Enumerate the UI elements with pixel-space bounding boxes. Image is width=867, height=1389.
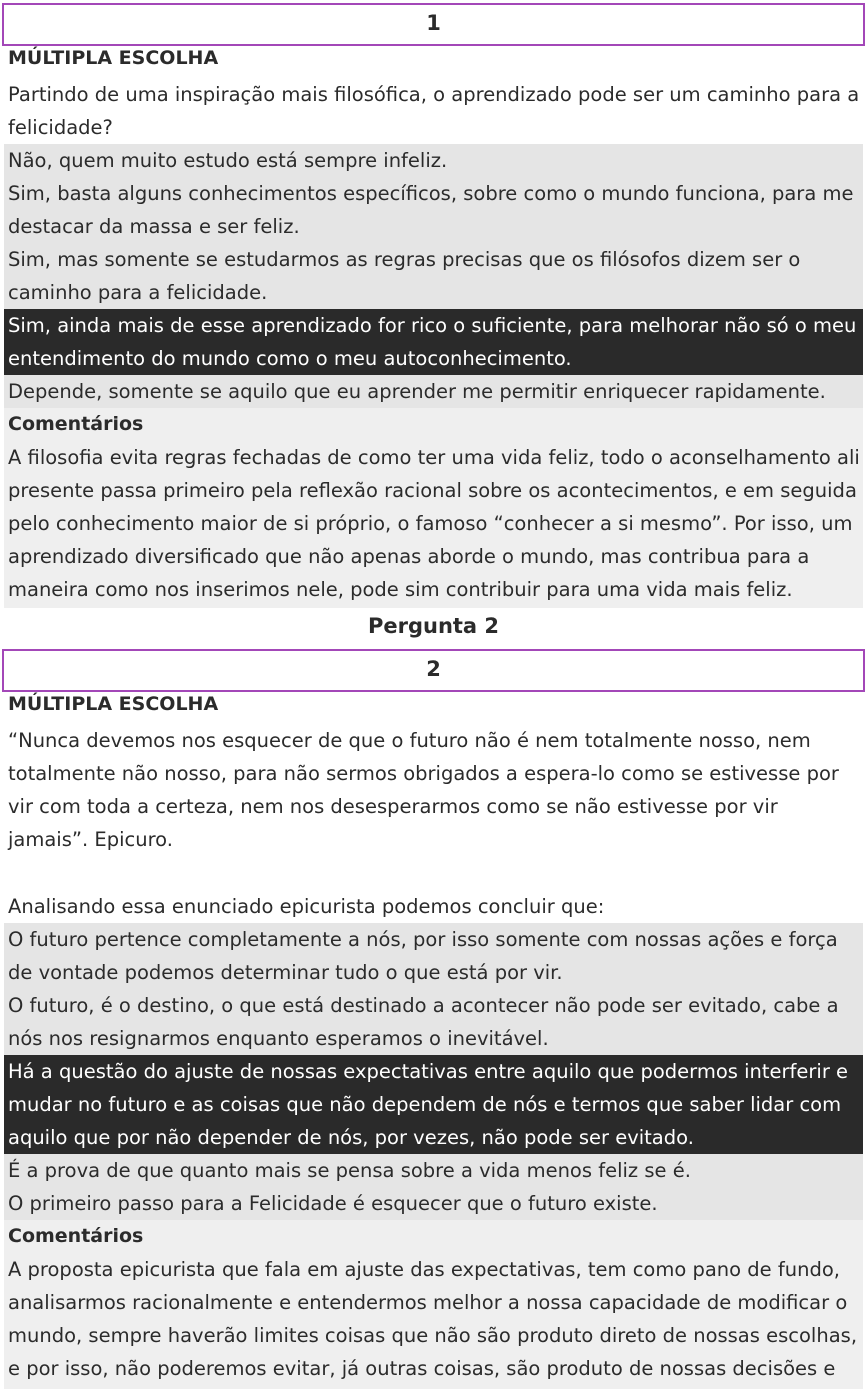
answer-option-5[interactable]: O primeiro passo para a Felicidade é esquecer que o futuro existe. [4,1187,863,1220]
answer-option-2[interactable]: O futuro, é o destino, o que está destinado a acontecer não pode ser evitado, cabe a nós nos resignarmos enquanto esperamos o inevitável. [4,989,863,1055]
answer-option-1[interactable]: O futuro pertence completamente a nós, por isso somente com nossas ações e força de vontade podemos determinar tudo o que está por vir. [4,923,863,989]
comments-section [4,1220,863,1389]
comments-label: Comentários [8,413,144,435]
comments-label: Comentários [8,1225,144,1247]
question-type-label: MÚLTIPLA ESCOLHA [8,47,219,69]
answer-option-4[interactable]: É a prova de que quanto mais se pensa sobre a vida menos feliz se é. [4,1154,863,1187]
answer-option-4-selected[interactable]: Sim, ainda mais de esse aprendizado for rico o suficiente, para melhorar não só o meu entendimento do mundo como o meu autoconhecimento. [4,309,863,375]
question-prompt: Analisando essa enunciado epicurista podemos concluir que: [8,895,605,918]
question-type-label: MÚLTIPLA ESCOLHA [8,693,219,715]
question-title: Pergunta 2 [367,614,500,638]
question-quote: “Nunca devemos nos esquecer de que o futuro não é nem totalmente nosso, nem totalmente não nosso, para não sermos obrigados a espera-lo como se estivesse por vir com toda a certeza, nem nos desesperarmos como se não estivesse por vir jamais”. Epicuro. [8,729,839,851]
question-text: Partindo de uma inspiração mais filosófica, o aprendizado pode ser um caminho para a felicidade? [8,83,860,139]
answer-option-5[interactable]: Depende, somente se aquilo que eu aprender me permitir enriquecer rapidamente. [4,375,863,408]
question-number-box: 1 [2,3,865,46]
answer-option-3-selected[interactable]: Há a questão do ajuste de nossas expectativas entre aquilo que podermos interferir e mudar no futuro e as coisas que não dependem de nós e termos que saber lidar com aquilo que por não depender de nós, por vezes, não pode ser evitado. [4,1055,863,1154]
answer-option-3[interactable]: Sim, mas somente se estudarmos as regras precisas que os filósofos dizem ser o caminho para a felicidade. [4,243,863,309]
comment-text: A proposta epicurista que fala em ajuste das expectativas, tem como pano de fundo, analisarmos racionalmente e entendermos melhor a nossa capacidade de modificar o mundo, sempre haverão limites coisas que não são produto direto de nossas escolhas, e por isso, não poderemos evitar, já outras coisas, são produto de nossas decisões e [8,1258,858,1380]
question-number-box: 2 [2,649,865,692]
answer-option-1[interactable]: Não, quem muito estudo está sempre infeliz. [4,144,863,177]
comment-text: A filosofia evita regras fechadas de como ter uma vida feliz, todo o aconselhamento ali presente passa primeiro pela reflexão racional sobre os acontecimentos, e em seguida pelo conhecimento maior de si próprio, o famoso “conhecer a si mesmo”. Por isso, um aprendizado diversificado que não apenas aborde o mundo, mas contribua para a maneira como nos inserimos nele, pode sim contribuir para uma vida mais feliz. [8,446,860,601]
comments-section [4,408,863,608]
answer-option-2[interactable]: Sim, basta alguns conhecimentos específicos, sobre como o mundo funciona, para me destacar da massa e ser feliz. [4,177,863,243]
